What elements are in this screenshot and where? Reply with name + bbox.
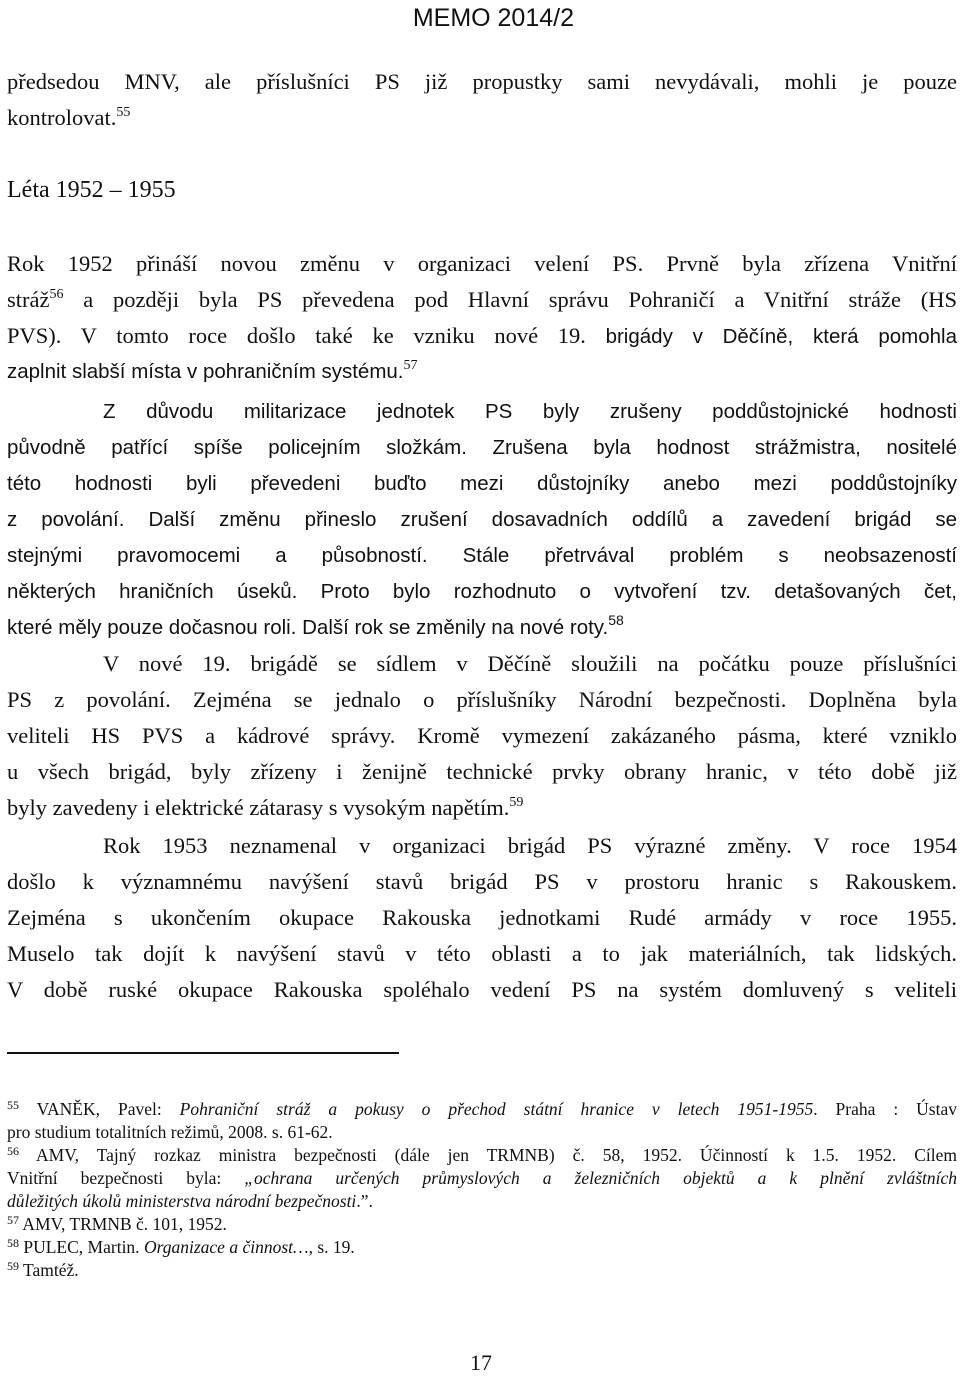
text-line: Rok 1952 přináší novou změnu v organizaci velení PS. Prvně byla zřízena Vnitřní (7, 251, 957, 276)
footnote-56: $^{56}$ AMV, Tajný rozkaz ministra bezpečnosti (dále jen TRMNB) č. 58, 1952. Účinností k 1.5. 1952. Cílem (7, 1144, 957, 1165)
paragraph-2 (7, 394, 957, 646)
text-line: PVS). V tomto roce došlo také ke vzniku nové 19. brigády v Děčíně, která pomohla (7, 323, 957, 348)
footnote-57: $^{57}$ AMV, TRMNB č. 101, 1952. (7, 1213, 227, 1234)
text-line: této hodnosti byli převedeni buďto mezi důstojníky anebo mezi poddůstojníky (7, 472, 957, 495)
text-line: z povolání. Další změnu přineslo zrušení dosavadních oddílů a zavedení brigád se (7, 508, 957, 531)
text-line: stráž$^{56}$ a později byla PS převedena pod Hlavní správu Pohraničí a Vnitřní stráže (HS (7, 287, 957, 312)
footnote-55-cont: pro studium totalitních režimů, 2008. s. 61-62. (7, 1122, 333, 1142)
text-line: V nové 19. brigádě se sídlem v Děčíně sloužili na počátku pouze příslušníci (103, 651, 957, 676)
footnotes (7, 1098, 957, 1282)
footnote-ref: 57 (403, 358, 418, 373)
text-line: V době ruské okupace Rakouska spoléhalo vedení PS na systém domluvený s veliteli (7, 977, 957, 1002)
text-line: Rok 1953 neznamenal v organizaci brigád PS výrazné změny. V roce 1954 (103, 833, 957, 858)
section-heading: Léta 1952 – 1955 (7, 177, 176, 203)
footnote-ref: 58 (608, 612, 624, 628)
text-line: zaplnit slabší místa v pohraničním systému.$^{57}$ (7, 358, 418, 383)
text-line: předsedou MNV, ale příslušníci PS již propustky sami nevydávali, mohli je pouze (7, 69, 957, 94)
text-line: Z důvodu militarizace jednotek PS byly zrušeny poddůstojnické hodnosti (103, 400, 957, 423)
text-line: PS z povolání. Zejména se jednalo o příslušníky Národní bezpečnosti. Doplněna byla (7, 687, 957, 712)
footnote-ref: 59 (509, 795, 524, 810)
text-line: původně patřící spíše policejním složkám. Zrušena byla hodnost strážmistra, nositelé (7, 436, 957, 459)
text-line: některých hraničních úseků. Proto bylo rozhodnuto o vytvoření tzv. detašovaných čet, (7, 580, 957, 603)
paragraph-1 (7, 246, 957, 390)
text-line: u všech brigád, byly zřízeny i ženijně technické prvky obrany hranic, v této době již (7, 759, 957, 784)
text-line: došlo k významnému navýšení stavů brigád PS v prostoru hranic s Rakouskem. (7, 869, 957, 894)
footnote-ref: 55 (116, 105, 131, 120)
text-line: stejnými pravomocemi a působností. Stále přetrvával problém s neobsazeností (7, 544, 957, 567)
paragraph-3 (7, 646, 957, 826)
page-number: 17 (470, 1350, 492, 1375)
footnote-55: $^{55}$ VANĚK, Pavel: Pohraniční stráž a pokusy o přechod státní hranice v letech 1951-1955. Praha : Ústav (7, 1098, 957, 1119)
paragraph-4 (7, 828, 957, 1008)
footnote-separator (7, 1052, 399, 1054)
text-line: Muselo tak dojít k navýšení stavů v této oblasti a to jak materiálních, tak lidských. (7, 941, 957, 966)
footnote-ref: 56 (49, 287, 64, 302)
footnote-59: $^{59}$ Tamtéž. (7, 1259, 79, 1280)
intro-paragraph (7, 64, 957, 136)
text-line: veliteli HS PVS a kádrové správy. Kromě vymezení zakázaného pásma, které vzniklo (7, 723, 957, 748)
footnote-58: $^{58}$ PULEC, Martin. Organizace a činnost…, s. 19. (7, 1236, 355, 1257)
text-line: Zejména s ukončením okupace Rakouska jednotkami Rudé armády v roce 1955. (7, 905, 957, 930)
footnote-56-cont: důležitých úkolů ministerstva národní bezpečnosti.”. (7, 1191, 373, 1211)
text-line: byly zavedeny i elektrické zátarasy s vysokým napětím.$^{59}$ (7, 795, 524, 820)
text-line: kontrolovat.$^{55}$ (7, 105, 131, 130)
footnote-56-cont: Vnitřní bezpečnosti byla: „ochrana určených průmyslových a železničních objektů a k plnění zvláštních (7, 1168, 957, 1188)
running-header: MEMO 2014/2 (412, 4, 574, 32)
text-line: které měly pouze dočasnou roli. Další rok se změnily na nové roty.$^{58}$ (7, 612, 624, 639)
